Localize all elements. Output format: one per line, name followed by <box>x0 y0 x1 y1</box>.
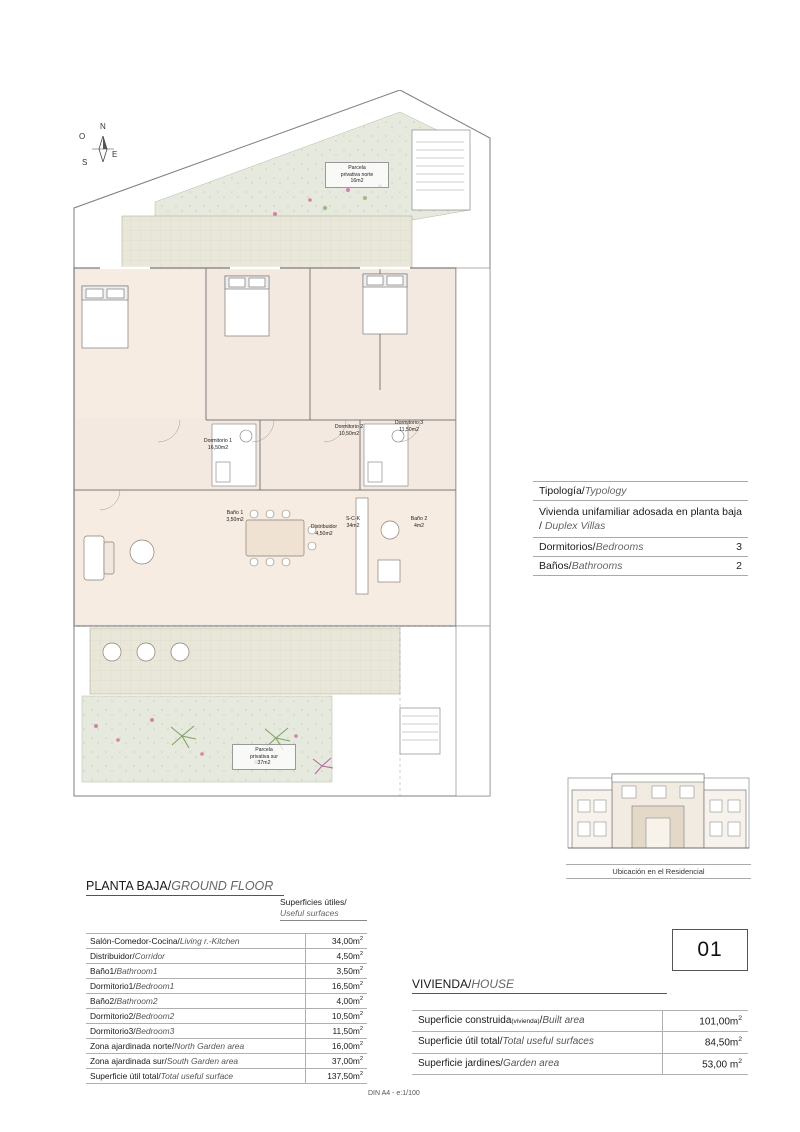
typology-table <box>533 481 748 576</box>
table-row <box>86 1054 367 1069</box>
house-label: Superficie construida <box>418 1015 512 1026</box>
table-row <box>412 1032 748 1053</box>
ground-floor-title <box>86 879 284 896</box>
table-row <box>412 1054 748 1075</box>
surface-label-en: Bedroom3 <box>135 1026 175 1036</box>
useful-surfaces-column-header <box>280 897 367 921</box>
surface-label-en: Living r.-Kitchen <box>179 936 240 946</box>
table-row-total <box>86 1069 367 1084</box>
surface-value: 137,50m <box>327 1071 360 1081</box>
surface-label: Zona ajardinada norte/ <box>90 1041 175 1051</box>
room-label-parcela-norte: Parcela privativa norte 16m2 <box>325 162 389 188</box>
table-row <box>86 964 367 979</box>
surface-unit: 2 <box>359 1026 363 1033</box>
house-unit: 2 <box>738 1015 742 1022</box>
surface-label-en: Bedroom1 <box>135 981 175 991</box>
ground-floor-title-en: GROUND FLOOR <box>171 879 274 893</box>
surface-unit: 2 <box>359 1011 363 1018</box>
surface-unit: 2 <box>359 936 363 943</box>
house-value: 84,50m <box>704 1037 739 1049</box>
surface-value: 37,00m <box>331 1056 360 1066</box>
ground-floor-title-es: PLANTA BAJA/ <box>86 879 172 893</box>
surface-label-en: South Garden area <box>166 1056 239 1066</box>
surface-label-en: Bathroom1 <box>116 966 158 976</box>
compass-label-e: E <box>112 150 118 159</box>
building-elevation-image <box>566 760 751 860</box>
elevation-caption: Ubicación en el Residencial <box>566 864 751 879</box>
bathrooms-label: Baños/ <box>539 560 572 573</box>
house-label-sub: (vivienda) <box>511 1018 540 1025</box>
room-label-bano2: Baño 2 4m2 <box>410 516 428 529</box>
surface-label: Dormitorio3/ <box>90 1026 136 1036</box>
house-label-tail: / <box>539 1015 543 1026</box>
house-summary-table <box>412 1010 748 1075</box>
typology-row-bathrooms <box>533 557 748 576</box>
table-row <box>86 979 367 994</box>
typology-header-label: Tipología/ <box>539 485 585 497</box>
surface-label: Zona ajardinada sur/ <box>90 1056 167 1066</box>
compass-label-n: N <box>100 122 106 131</box>
unit-number-badge: 01 <box>672 929 748 971</box>
bathrooms-label-en: Bathrooms <box>571 560 623 573</box>
surface-unit: 2 <box>359 1056 363 1063</box>
surface-unit: 2 <box>359 981 363 988</box>
table-row <box>86 933 367 949</box>
surface-label: Baño1/ <box>90 966 117 976</box>
house-title <box>412 977 667 994</box>
surface-value: 10,50m <box>331 1011 360 1021</box>
typology-description-en: Duplex Villas <box>544 520 606 533</box>
useful-surfaces-header-en: Useful surfaces <box>280 907 339 918</box>
room-label-bano1: Baño 1 3,50m2 <box>226 510 244 523</box>
bedrooms-label: Dormitorios/ <box>539 541 596 554</box>
surface-unit: 2 <box>359 966 363 973</box>
surface-value: 4,50m <box>336 951 360 961</box>
bedrooms-value: 3 <box>736 541 742 554</box>
house-title-es: VIVIENDA/ <box>412 977 472 991</box>
room-label-sck: S-C-K 34m2 <box>345 516 361 529</box>
surface-value: 16,50m <box>331 981 360 991</box>
room-label-distribuidor: Distribuidor 4,50m2 <box>310 524 338 537</box>
surface-label-en: Bedroom2 <box>135 1011 175 1021</box>
typology-header-row <box>533 481 748 501</box>
surface-label: Salón-Comedor-Cocina/ <box>90 936 180 946</box>
table-row <box>412 1010 748 1032</box>
compass-label-s: S <box>82 158 88 167</box>
house-label-en: Total useful surfaces <box>502 1036 594 1048</box>
house-value: 53,00 m <box>702 1058 739 1070</box>
surface-label: Superficie útil total/ <box>90 1071 161 1081</box>
house-label: Superficie útil total/ <box>418 1036 503 1048</box>
typology-row-bedrooms <box>533 538 748 557</box>
typology-header-label-en: Typology <box>584 485 627 497</box>
compass-label-o: O <box>79 132 86 141</box>
surface-value: 4,00m <box>336 996 360 1006</box>
table-row <box>86 1039 367 1054</box>
typology-description <box>533 501 748 538</box>
typology-description-es: Vivienda unifamiliar adosada en planta baja / <box>539 506 742 533</box>
house-label-en: Built area <box>542 1015 585 1026</box>
table-row <box>86 1024 367 1039</box>
surface-unit: 2 <box>359 951 363 958</box>
surface-value: 3,50m <box>336 966 360 976</box>
surface-value: 11,50m <box>332 1026 360 1036</box>
table-row <box>86 994 367 1009</box>
bathrooms-value: 2 <box>736 560 742 573</box>
ground-floor-surfaces-table <box>86 933 367 1084</box>
surface-value: 34,00m <box>331 936 360 946</box>
house-value: 101,00m <box>699 1016 739 1028</box>
room-label-dormitorio1: Dormitorio 1 16,50m2 <box>203 438 233 451</box>
surface-label-en: Bathroom2 <box>116 996 158 1006</box>
useful-surfaces-header-es: Superficies útiles/ <box>280 897 347 907</box>
bedrooms-label-en: Bedrooms <box>595 541 644 554</box>
room-label-dormitorio3: Dormitorio 3 11,50m2 <box>394 420 424 433</box>
room-label-parcela-sur: Parcela privativa sur 37m2 <box>232 744 296 770</box>
surface-label: Dormitorio2/ <box>90 1011 136 1021</box>
house-unit: 2 <box>738 1057 742 1065</box>
surface-label: Dormitorio1/ <box>90 981 136 991</box>
surface-label-en: North Garden area <box>174 1041 245 1051</box>
surface-unit: 2 <box>359 996 363 1003</box>
house-label-en: Garden area <box>503 1057 560 1069</box>
surface-value: 16,00m <box>331 1041 360 1051</box>
surface-label-en: Corridor <box>134 951 165 961</box>
house-title-en: HOUSE <box>471 977 515 991</box>
table-row <box>86 1009 367 1024</box>
room-label-dormitorio2: Dormitorio 2 10,50m2 <box>334 424 364 437</box>
surface-label: Distribuidor/ <box>90 951 135 961</box>
surface-label: Baño2/ <box>90 996 117 1006</box>
elevation-drawing <box>566 760 751 860</box>
surface-unit: 2 <box>359 1071 363 1078</box>
surface-unit: 2 <box>359 1041 363 1048</box>
house-label: Superficie jardines/ <box>418 1057 504 1069</box>
floor-plan <box>60 90 530 860</box>
surface-label-en: Total useful surface <box>160 1071 234 1081</box>
sheet-footnote: DIN A4 - e:1/100 <box>368 1090 420 1097</box>
table-row <box>86 949 367 964</box>
house-unit: 2 <box>738 1036 742 1044</box>
